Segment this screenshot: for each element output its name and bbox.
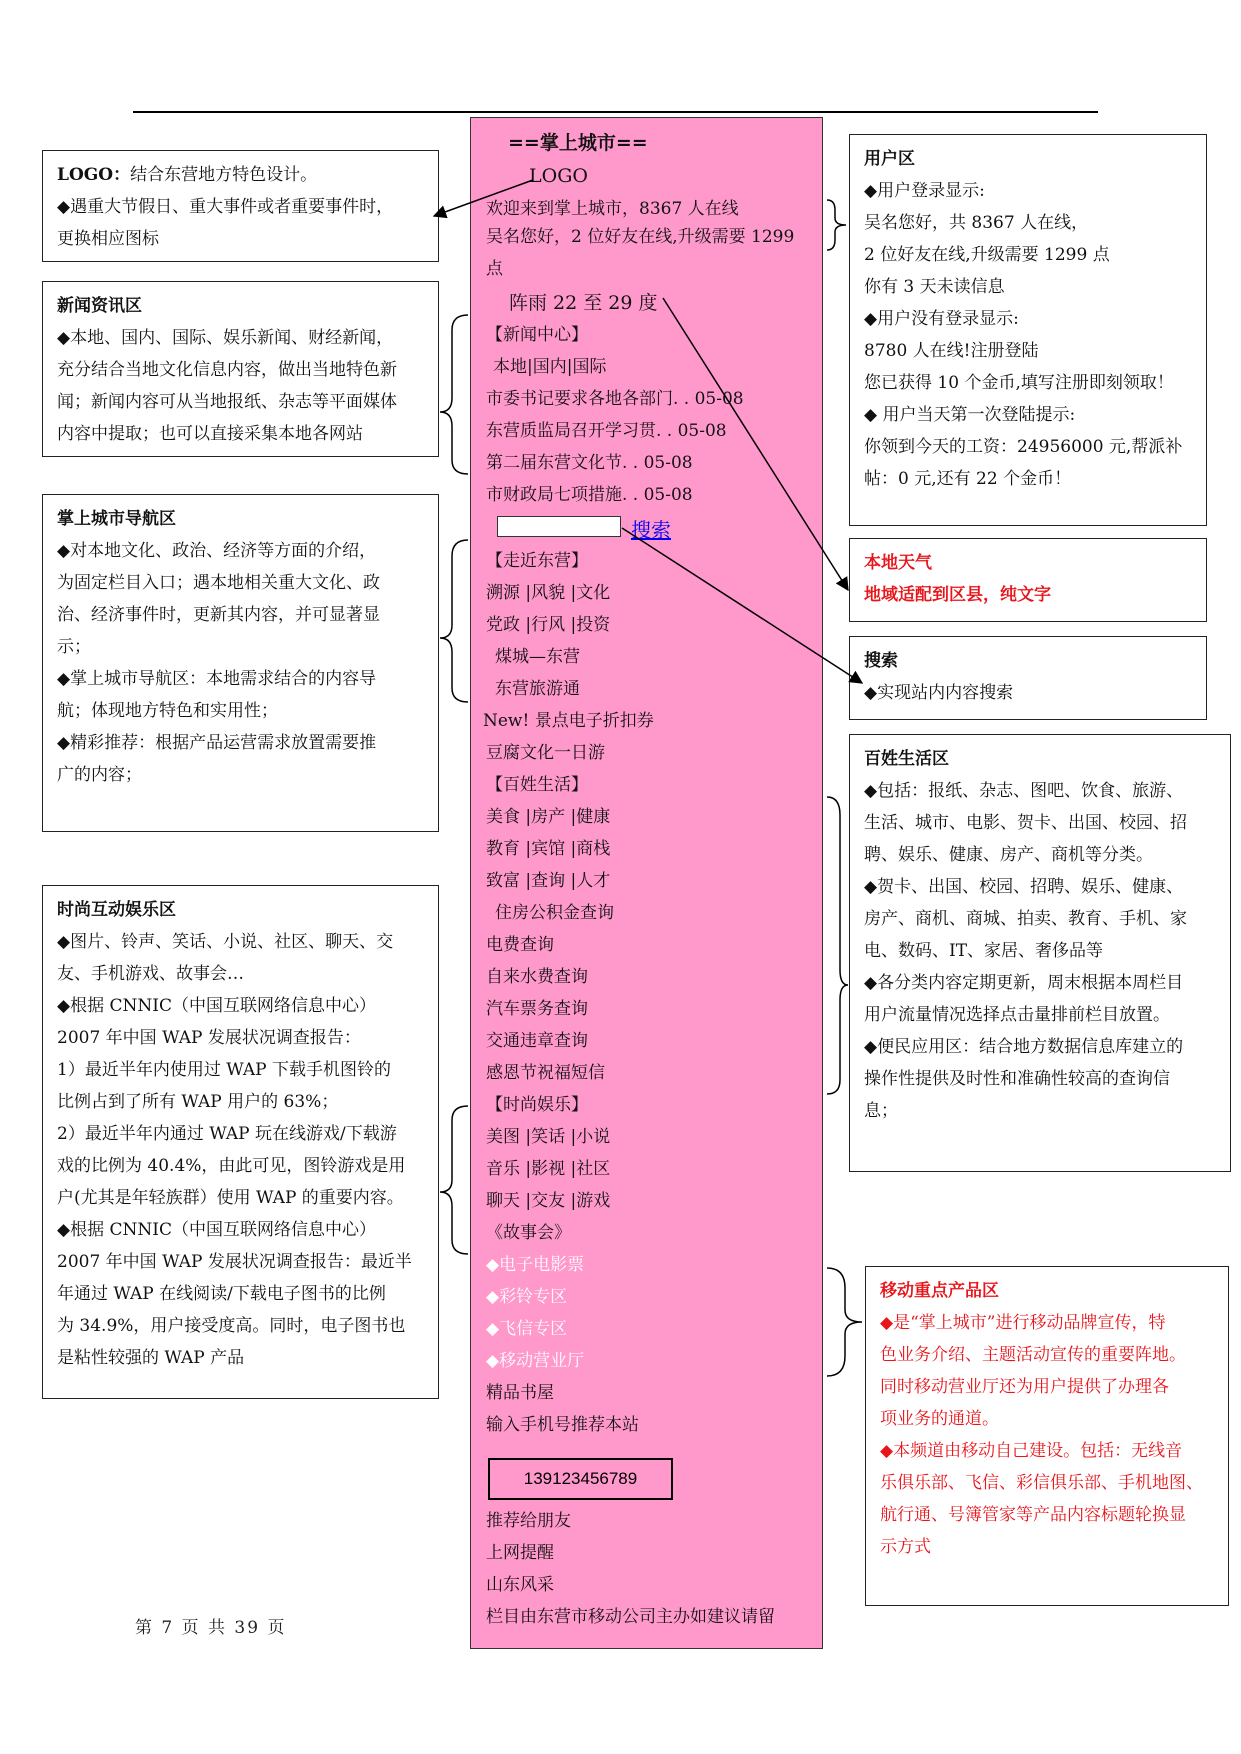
annotation-line: ◆各分类内容定期更新，周末根据本周栏目 — [864, 973, 1184, 993]
news-heading: 【新闻中心】 — [486, 325, 588, 345]
nav-heading: 【走近东营】 — [486, 551, 588, 571]
annotation-line: 2 位好友在线,升级需要 1299 点 — [864, 245, 1110, 265]
mobile-link[interactable]: ◆彩铃专区 — [486, 1287, 568, 1307]
annotation-line: ◆是“掌上城市”进行移动品牌宣传，特 — [880, 1313, 1166, 1333]
life-link[interactable]: 汽车票务查询 — [486, 999, 588, 1019]
mobile-brace — [827, 1268, 862, 1376]
search-link[interactable]: 搜索 — [631, 518, 671, 542]
annotation-line: ◆本频道由移动自己建设。包括：无线音 — [880, 1441, 1183, 1461]
annotation-line: 广的内容； — [57, 765, 142, 785]
nav-link[interactable]: New! 景点电子折扣券 — [483, 711, 654, 731]
annotation-line: 聘、娱乐、健康、房产、商机等分类。 — [864, 845, 1153, 865]
annotation-line: 项业务的通道。 — [880, 1409, 999, 1429]
annotation-line: 你领到今天的工资：24956000 元,帮派补 — [864, 437, 1183, 457]
phone-number-input[interactable]: 139123456789 — [488, 1458, 673, 1500]
annotation-line: 比例占到了所有 WAP 用户的 63%； — [57, 1092, 339, 1112]
annotation-line: ◆根据 CNNIC（中国互联网络信息中心） — [57, 996, 376, 1016]
life-link[interactable]: 电费查询 — [486, 935, 554, 955]
life-link[interactable]: 交通违章查询 — [486, 1031, 588, 1051]
life-link[interactable]: 感恩节祝福短信 — [486, 1063, 605, 1083]
life-annotation — [849, 734, 1231, 1172]
ent-heading: 【时尚娱乐】 — [486, 1095, 588, 1115]
annotation-line: 治、经济事件时，更新其内容，并可显著显 — [57, 605, 380, 625]
annotation-line: ◆精彩推荐：根据产品运营需求放置需要推 — [57, 733, 377, 753]
mobile-link[interactable]: ◆飞信专区 — [486, 1319, 568, 1339]
logo-annotation — [42, 150, 439, 262]
logo-placeholder[interactable]: LOGO — [529, 165, 588, 187]
annotation-line: ◆掌上城市导航区：本地需求结合的内容导 — [57, 669, 377, 689]
annotation-line: 生活、城市、电影、贺卡、出国、校园、招 — [864, 813, 1187, 833]
nav-links-row[interactable]: 党政 |行风 |投资 — [486, 615, 611, 635]
ent-link[interactable]: 《故事会》 — [486, 1223, 571, 1243]
annotation-title: LOGO： — [57, 165, 131, 185]
annotation-title: 搜索 — [864, 651, 898, 671]
annotation-title: 百姓生活区 — [864, 749, 949, 769]
annotation-line: 闻；新闻内容可从当地报纸、杂志等平面媒体 — [57, 392, 397, 412]
welcome-text: 欢迎来到掌上城市，8367 人在线 — [486, 199, 739, 219]
annotation-line: 同时移动营业厅还为用户提供了办理各 — [880, 1377, 1169, 1397]
annotation-line: 是粘性较强的 WAP 产品 — [57, 1348, 245, 1368]
books-link[interactable]: 精品书屋 — [486, 1383, 554, 1403]
life-brace — [827, 797, 848, 1094]
shandong-link[interactable]: 山东风采 — [486, 1575, 554, 1595]
annotation-line: 色业务介绍、主题活动宣传的重要阵地。 — [880, 1345, 1186, 1365]
news-item[interactable]: 市财政局七项措施. . 05-08 — [486, 485, 693, 505]
nav-link[interactable]: 豆腐文化一日游 — [486, 743, 605, 763]
annotation-line: 示方式 — [880, 1537, 931, 1557]
recommend-prompt: 输入手机号推荐本站 — [486, 1415, 639, 1435]
annotation-line: 2007 年中国 WAP 发展状况调查报告：最近半 — [57, 1252, 412, 1272]
mobile-annotation — [865, 1266, 1229, 1606]
annotation-line: 为固定栏目入口；遇本地相关重大文化、政 — [57, 573, 380, 593]
online-reminder-link[interactable]: 上网提醒 — [486, 1543, 554, 1563]
ent-links-row[interactable]: 音乐 |影视 |社区 — [486, 1159, 611, 1179]
page-footer: 第 7 页 共 39 页 — [135, 1618, 287, 1638]
life-links-row[interactable]: 教育 |宾馆 |商栈 — [486, 839, 611, 859]
news-brace — [440, 315, 468, 474]
annotation-line: 戏的比例为 40.4%，由此可见，图铃游戏是用 — [57, 1156, 406, 1176]
annotation-line: 息； — [864, 1101, 898, 1121]
annotation-line: 2）最近半年内通过 WAP 玩在线游戏/下载游 — [57, 1124, 397, 1144]
annotation-line: 地域适配到区县，纯文字 — [864, 585, 1051, 605]
top-rule — [133, 111, 1098, 113]
annotation-line: 吴名您好，共 8367 人在线， — [864, 213, 1089, 233]
life-links-row[interactable]: 致富 |查询 |人才 — [486, 871, 611, 891]
recommend-friends-link[interactable]: 推荐给朋友 — [486, 1511, 571, 1531]
annotation-line: 年通过 WAP 在线阅读/下载电子图书的比例 — [57, 1284, 386, 1304]
annotation-line: 房产、商机、商城、拍卖、教育、手机、家 — [864, 909, 1187, 929]
annotation-title: 时尚互动娱乐区 — [57, 900, 176, 920]
nav-links-row[interactable]: 溯源 |风貌 |文化 — [486, 583, 611, 603]
annotation-line: ◆遇重大节假日、重大事件或者重要事件时， — [57, 197, 394, 217]
annotation-line: 您已获得 10 个金币,填写注册即刻领取！ — [864, 373, 1174, 393]
annotation-line: 你有 3 天未读信息 — [864, 277, 1005, 297]
news-item[interactable]: 市委书记要求各地各部门. . 05-08 — [486, 389, 744, 409]
mobile-link[interactable]: ◆移动营业厅 — [486, 1351, 585, 1371]
user-brace — [827, 200, 846, 250]
annotation-line: 为 34.9%，用户接受度高。同时，电子图书也 — [57, 1316, 406, 1336]
annotation-line: 航；体现地方特色和实用性； — [57, 701, 278, 721]
annotation-title: 本地天气 — [864, 553, 932, 573]
nav-link[interactable]: 东营旅游通 — [495, 679, 580, 699]
site-title: ==掌上城市== — [508, 132, 648, 154]
life-link[interactable]: 住房公积金查询 — [495, 903, 614, 923]
annotation-line: 8780 人在线!注册登陆 — [864, 341, 1039, 361]
weather-text: 阵雨 22 至 29 度 — [509, 292, 658, 314]
annotation-line: 内容中提取；也可以直接采集本地各网站 — [57, 424, 363, 444]
search-input[interactable] — [497, 516, 621, 537]
phone-mockup — [470, 117, 823, 1649]
annotation-title: 新闻资讯区 — [57, 296, 142, 316]
mobile-link[interactable]: ◆电子电影票 — [486, 1255, 585, 1275]
annotation-line: 充分结合当地文化信息内容，做出当地特色新 — [57, 360, 397, 380]
annotation-line: 结合东营地方特色设计。 — [130, 165, 318, 185]
ent-links-row[interactable]: 美图 |笑话 |小说 — [486, 1127, 611, 1147]
annotation-line: 1）最近半年内使用过 WAP 下载手机图铃的 — [57, 1060, 391, 1080]
annotation-title: 移动重点产品区 — [880, 1281, 999, 1301]
annotation-line: ◆包括：报纸、杂志、图吧、饮食、旅游、 — [864, 781, 1184, 801]
annotation-line: ◆实现站内内容搜索 — [864, 683, 1014, 703]
annotation-line: ◆本地、国内、国际、娱乐新闻、财经新闻， — [57, 328, 394, 348]
user-status: 吴名您好，2 位好友在线,升级需要 1299 点 — [486, 227, 795, 279]
annotation-line: 帖：0 元,还有 22 个金币！ — [864, 469, 1072, 489]
annotation-line: 乐俱乐部、飞信、彩信俱乐部、手机地图、 — [880, 1473, 1203, 1493]
ent-links-row[interactable]: 聊天 |交友 |游戏 — [486, 1191, 611, 1211]
nav-brace — [440, 540, 468, 702]
footer-note: 栏目由东营市移动公司主办如建议请留 — [486, 1607, 775, 1627]
annotation-line: 电、数码、IT、家居、奢侈品等 — [864, 941, 1104, 961]
annotation-line: 用户流量情况选择点击量排前栏目放置。 — [864, 1005, 1170, 1025]
life-heading: 【百姓生活】 — [486, 775, 588, 795]
entertainment-annotation — [42, 885, 439, 1399]
annotation-line: 更换相应图标 — [57, 229, 159, 249]
annotation-title: 掌上城市导航区 — [57, 509, 176, 529]
weather-annotation — [849, 538, 1207, 622]
search-annotation — [849, 636, 1207, 720]
annotation-line: ◆便民应用区：结合地方数据信息库建立的 — [864, 1037, 1184, 1057]
annotation-line: ◆对本地文化、政治、经济等方面的介绍， — [57, 541, 377, 561]
news-tabs[interactable]: 本地|国内|国际 — [493, 357, 607, 377]
annotation-line: ◆ 用户当天第一次登陆提示: — [864, 405, 1076, 425]
annotation-line: ◆图片、铃声、笑话、小说、社区、聊天、交 — [57, 932, 394, 952]
news-item[interactable]: 东营质监局召开学习贯. . 05-08 — [486, 421, 727, 441]
annotation-line: 航行通、号簿管家等产品内容标题轮换显 — [880, 1505, 1186, 1525]
annotation-line: ◆贺卡、出国、校园、招聘、娱乐、健康、 — [864, 877, 1184, 897]
annotation-line: 友、手机游戏、故事会… — [57, 964, 244, 984]
annotation-line: 2007 年中国 WAP 发展状况调查报告： — [57, 1028, 361, 1048]
user-annotation — [849, 134, 1207, 526]
life-link[interactable]: 自来水费查询 — [486, 967, 588, 987]
annotation-line: 示； — [57, 637, 91, 657]
nav-annotation — [42, 494, 439, 832]
nav-link[interactable]: 煤城—东营 — [495, 647, 580, 667]
life-links-row[interactable]: 美食 |房产 |健康 — [486, 807, 611, 827]
annotation-line: ◆用户登录显示: — [864, 181, 985, 201]
news-item[interactable]: 第二届东营文化节. . 05-08 — [486, 453, 693, 473]
annotation-line: 操作性提供及时性和准确性较高的查询信 — [864, 1069, 1170, 1089]
annotation-line: ◆根据 CNNIC（中国互联网络信息中心） — [57, 1220, 376, 1240]
annotation-line: 户(尤其是年轻族群）使用 WAP 的重要内容。 — [57, 1188, 404, 1208]
annotation-line: ◆用户没有登录显示: — [864, 309, 1019, 329]
annotation-title: 用户区 — [864, 149, 915, 169]
ent-brace — [440, 1106, 468, 1254]
news-annotation — [42, 281, 439, 457]
